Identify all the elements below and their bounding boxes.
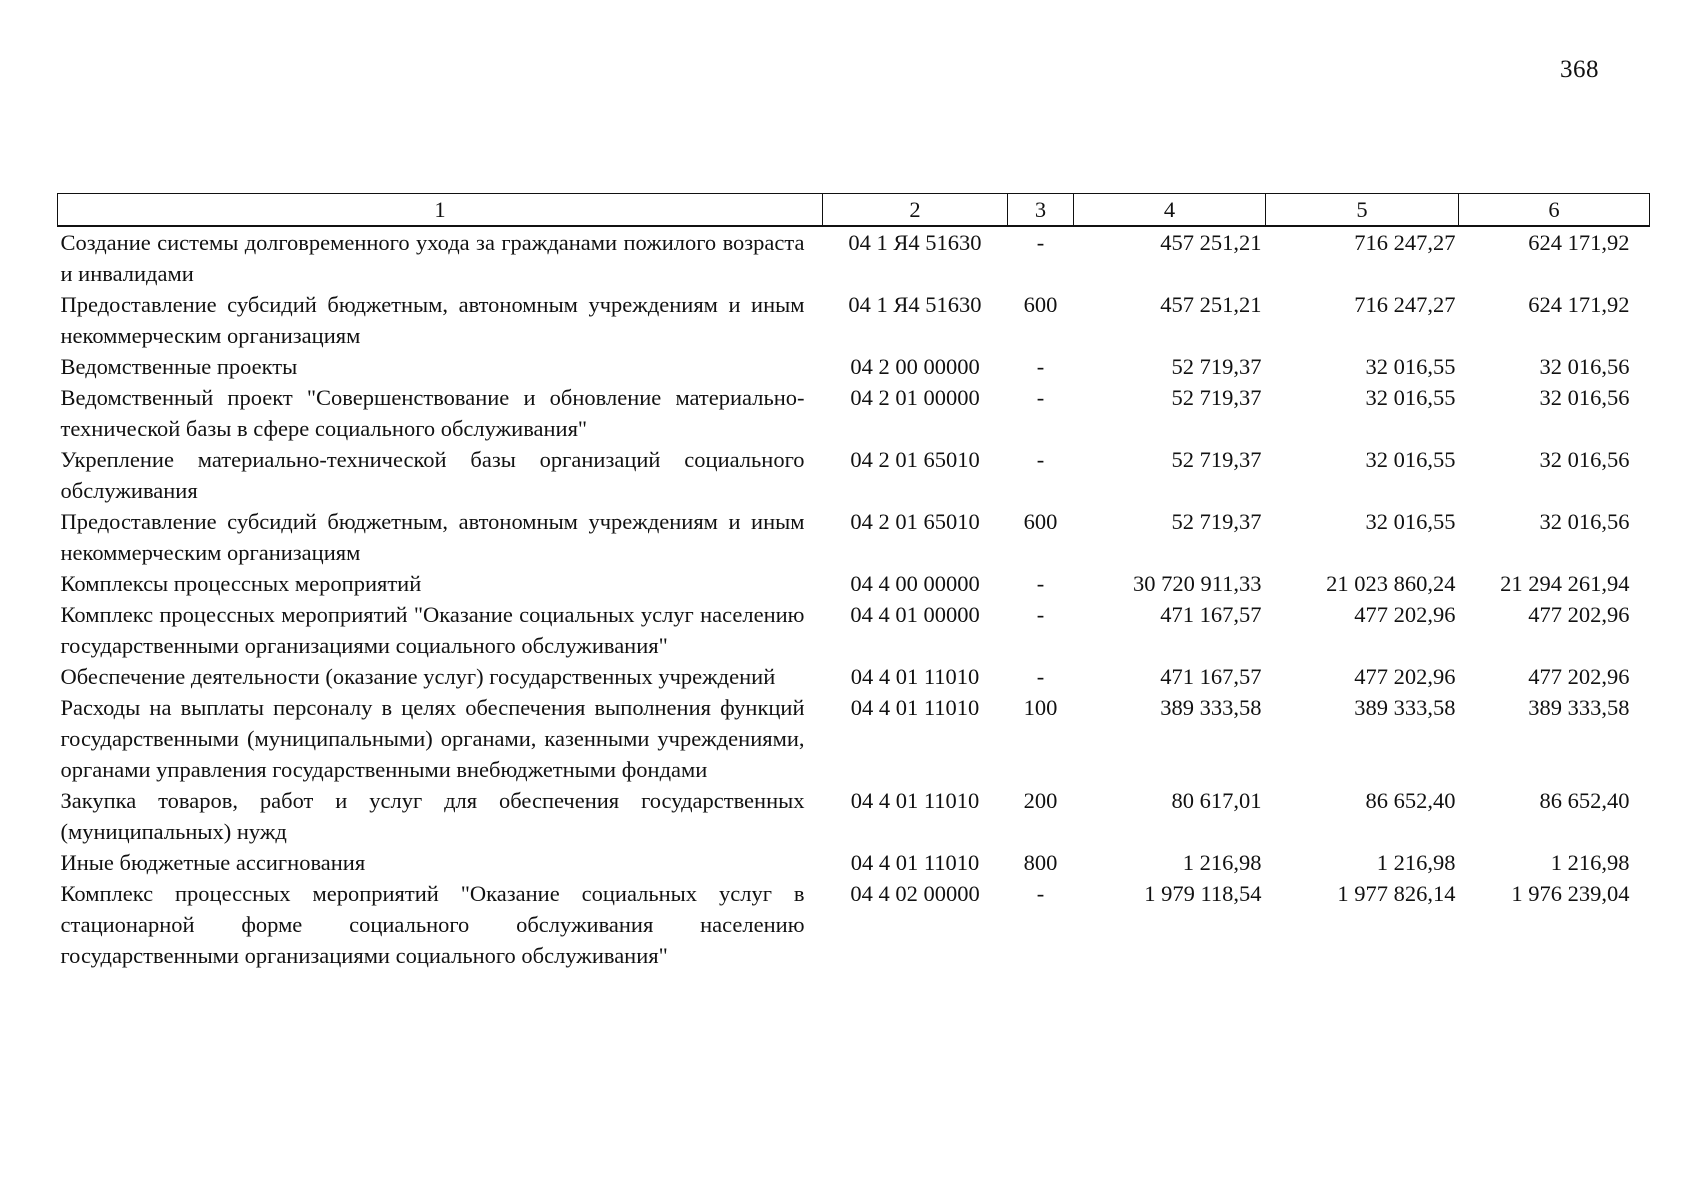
cell-amount-col-5: 716 247,27 [1354,230,1456,255]
header-col-1: 1 [58,194,823,227]
cell-amount-col-6: 624 171,92 [1528,230,1630,255]
cell-name: Создание системы долговременного ухода за гражданами пожилого возраста и инвалидами [60,230,805,286]
cell-amount-col-6: 86 652,40 [1539,788,1630,813]
cell-name: Обеспечение деятельности (оказание услуг) государственных учреждений [60,664,776,689]
cell-expense-type: - [1036,664,1045,689]
cell-expense-type: - [1036,385,1045,410]
cell-name: Предоставление субсидий бюджетным, автономным учреждениям и иным некоммерческим организациям [60,509,805,565]
cell-expense-type: - [1036,230,1045,255]
cell-amount-col-4: 457 251,21 [1160,230,1262,255]
table-row [58,785,1650,847]
cell-amount-col-6: 32 016,56 [1539,354,1630,379]
cell-expense-type: 100 [1023,695,1058,720]
cell-code: 04 4 01 11010 [850,788,980,813]
cell-expense-type: 600 [1023,292,1058,317]
cell-expense-type: 200 [1023,788,1058,813]
cell-amount-col-5: 32 016,55 [1365,447,1456,472]
cell-amount-col-4: 52 719,37 [1171,385,1262,410]
cell-code: 04 2 01 65010 [850,509,980,534]
cell-code: 04 2 01 00000 [850,385,980,410]
table-row [58,661,1650,692]
cell-expense-type: - [1036,602,1045,627]
cell-amount-col-5: 32 016,55 [1365,385,1456,410]
cell-name: Предоставление субсидий бюджетным, автономным учреждениям и иным некоммерческим организациям [60,292,805,348]
cell-amount-col-5: 389 333,58 [1354,695,1456,720]
header-col-2: 2 [823,194,1008,227]
cell-amount-col-4: 30 720 911,33 [1132,571,1262,596]
cell-code: 04 2 00 00000 [850,354,980,379]
budget-table [57,193,1650,971]
cell-code: 04 2 01 65010 [850,447,980,472]
cell-code: 04 4 01 11010 [850,695,980,720]
cell-code: 04 1 Я4 51630 [848,292,982,317]
cell-amount-col-5: 1 977 826,14 [1337,881,1456,906]
table-body [58,226,1650,971]
cell-expense-type: 600 [1023,509,1058,534]
table-row [58,226,1650,289]
header-row [58,194,1650,227]
cell-amount-col-6: 21 294 261,94 [1500,571,1630,596]
cell-amount-col-6: 1 976 239,04 [1511,881,1630,906]
cell-amount-col-4: 389 333,58 [1160,695,1262,720]
header-col-4: 4 [1074,194,1266,227]
cell-code: 04 4 02 00000 [850,881,980,906]
table-row [58,878,1650,971]
cell-amount-col-4: 471 167,57 [1160,664,1262,689]
cell-expense-type: 800 [1023,850,1058,875]
cell-name: Комплекс процессных мероприятий "Оказание социальных услуг в стационарной форме социального обслуживания населению государственными организациями социального обслуживания" [60,881,805,968]
cell-name: Ведомственный проект "Совершенствование и обновление материально-технической базы в сфере социального обслуживания" [60,385,805,441]
table-row [58,444,1650,506]
cell-amount-col-4: 457 251,21 [1160,292,1262,317]
cell-name: Укрепление материально-технической базы организаций социального обслуживания [60,447,805,503]
cell-code: 04 4 01 11010 [850,850,980,875]
cell-name: Расходы на выплаты персоналу в целях обеспечения выполнения функций государственными (муниципальными) органами, казенными учреждениями, органами управления государственными внебюджетными фондами [60,695,805,782]
cell-name: Закупка товаров, работ и услуг для обеспечения государственных (муниципальных) нужд [60,788,805,844]
cell-amount-col-6: 477 202,96 [1528,602,1630,627]
cell-expense-type: - [1036,881,1045,906]
cell-amount-col-6: 389 333,58 [1528,695,1630,720]
table-row [58,692,1650,785]
cell-amount-col-5: 21 023 860,24 [1326,571,1456,596]
cell-amount-col-5: 716 247,27 [1354,292,1456,317]
header-col-3: 3 [1008,194,1074,227]
cell-expense-type: - [1036,354,1045,379]
cell-expense-type: - [1036,571,1045,596]
cell-name: Комплекс процессных мероприятий "Оказание социальных услуг населению государственными организациями социального обслуживания" [60,602,805,658]
cell-amount-col-4: 1 216,98 [1182,850,1262,875]
table-header [58,194,1650,227]
cell-amount-col-5: 477 202,96 [1354,602,1456,627]
cell-amount-col-6: 477 202,96 [1528,664,1630,689]
table-row [58,351,1650,382]
table-row [58,289,1650,351]
cell-amount-col-5: 32 016,55 [1365,354,1456,379]
cell-amount-col-4: 52 719,37 [1171,447,1262,472]
cell-amount-col-4: 1 979 118,54 [1144,881,1262,906]
cell-code: 04 4 01 00000 [850,602,980,627]
header-col-6: 6 [1459,194,1650,227]
cell-code: 04 4 00 00000 [850,571,980,596]
cell-amount-col-5: 477 202,96 [1354,664,1456,689]
table-row [58,506,1650,568]
cell-amount-col-6: 624 171,92 [1528,292,1630,317]
page-number: 368 [1560,56,1599,83]
cell-code: 04 1 Я4 51630 [848,230,982,255]
cell-amount-col-4: 52 719,37 [1171,509,1262,534]
table-row [58,847,1650,878]
cell-amount-col-5: 1 216,98 [1376,850,1456,875]
cell-amount-col-6: 32 016,56 [1539,385,1630,410]
cell-amount-col-4: 471 167,57 [1160,602,1262,627]
cell-amount-col-4: 80 617,01 [1171,788,1262,813]
cell-amount-col-6: 1 216,98 [1550,850,1630,875]
cell-code: 04 4 01 11010 [850,664,980,689]
cell-amount-col-6: 32 016,56 [1539,509,1630,534]
table-row [58,382,1650,444]
cell-amount-col-4: 52 719,37 [1171,354,1262,379]
cell-amount-col-5: 86 652,40 [1365,788,1456,813]
cell-amount-col-6: 32 016,56 [1539,447,1630,472]
cell-name: Ведомственные проекты [60,354,298,379]
cell-name: Иные бюджетные ассигнования [60,850,366,875]
cell-name: Комплексы процессных мероприятий [60,571,422,596]
table-row [58,568,1650,599]
table-row [58,599,1650,661]
header-col-5: 5 [1266,194,1459,227]
cell-amount-col-5: 32 016,55 [1365,509,1456,534]
cell-expense-type: - [1036,447,1045,472]
